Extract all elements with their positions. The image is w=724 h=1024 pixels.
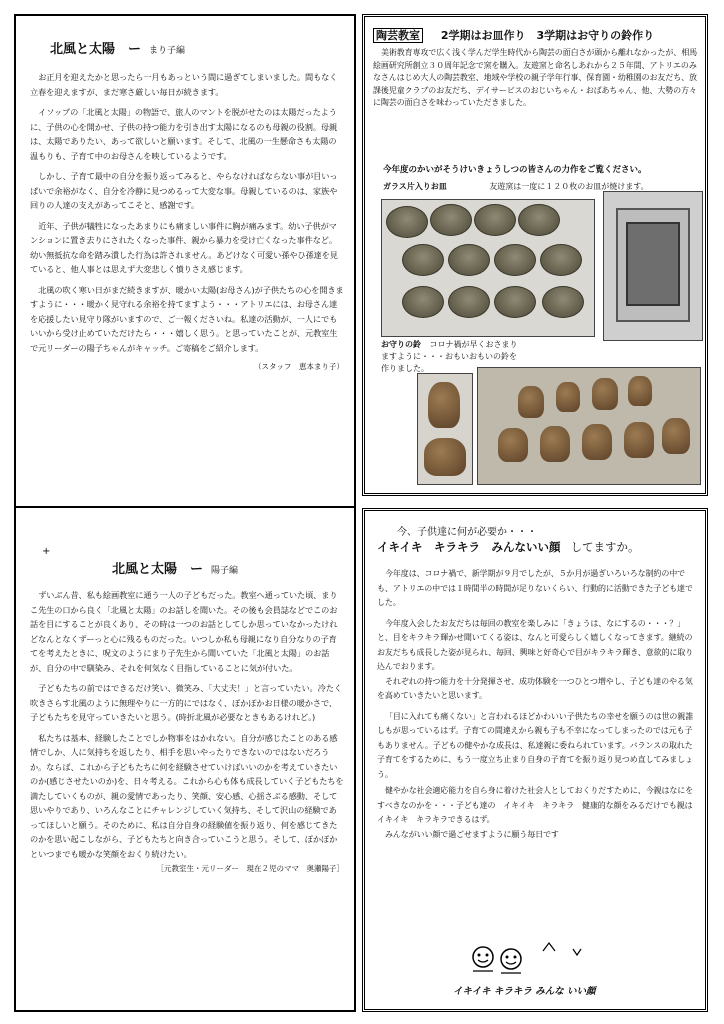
paragraph: 私たちは基本、経験したことでしか物事をはかれない。自分が感じたことのある感情でしか、人に気持ちを返したり、相手を思いやったりできないのではないだろうか。ならば、これから子どもたちに何を経験させていけばいいのかを考えていきたいのか(感じさせたいのか)を、日々考える。これから心も体も成長していく子どもたちを満たしていくものが、親の愛情であったり、笑顔、安心感、心揺さぶる感動、そして思いやりであり、いろんなことにチャレンジしていく気持ち、そして沢山の経験であってほしいと願う。そのために、私は自分自身の経験値を振り返り、何を感じてきたのかを思い起こしながら、子どもたちと向き合っていこうと思う。そして、ぽかぽかといつまでも暖かな笑顔をおくり続けたい。 [30,732,344,859]
plate-icon [494,286,536,318]
plate-icon [386,206,428,238]
paragraph: みんながいい顔で過ごせますように願う毎日です [385,829,559,839]
children-section [362,508,708,1012]
plate-icon [430,204,472,236]
left-column [14,14,356,1012]
article-subtitle: まり子編 [149,46,186,56]
article-yoko [14,508,356,1012]
pottery-heading [373,27,654,43]
bell-icon [498,428,528,462]
bell-icon [624,422,654,458]
bell-icon [518,386,544,418]
caption-text: コロナ禍が早くおさまりますように・・・おもいおもいの鈴を作りました。 [381,340,518,373]
caption-text: 友遊窯は一度に１２０枚のお皿が焼けます。 [489,182,649,191]
plate-icon [474,204,516,236]
paragraph: 今年度入会したお友だちは毎回の教室を楽しみに「きょうは、なにするの・・・？」と、目をキラキラ輝かせ聞いてくる姿は、なんと可愛らしく嬉しくなってきます。継続のお友だちも成長した姿が見られ、毎回、興味と好奇心で目がキラキラ輝き、意欲的に取り込んでおります。 [377,618,694,671]
article-signature: （スタッフ 恵本まり子） [254,362,344,371]
bell-icon [428,382,460,428]
bell-icon [582,424,612,460]
section-body [377,567,699,842]
paragraph: 近年、子供が犠牲になったあまりにも痛ましい事件に胸が痛みます。幼い子供がマンションに置き去りにされたくなった事件、親から暴力を受け亡くなった事件など。幼い無抵抗な命を踏み潰した行為は許されません。あどけなく可愛い孫やひ孫達を見ていると、他人事とは思えず大変悲しく憤りさえ感じます。 [30,220,338,274]
logo-text: イキイキ キラキラ みんな いい顔 [453,986,596,997]
plate-icon [494,244,536,276]
pottery-highlight: 今年度のかいがそうけいきょうしつの皆さんの力作をご覧ください。 [383,165,647,175]
paragraph: しかし、子育て最中の自分を振り返ってみると、やらなければならない事が目いっぱいで余裕がなく、自分を冷静に見つめるって大変な事。母親しているのは、家族や回りの人達の支えがあってこそと、感謝です。 [30,171,338,210]
plate-icon [448,244,490,276]
article-body [30,588,344,874]
amulet-single-photo [417,373,473,485]
article-body [30,70,344,372]
kids-drawing-icon [453,941,643,1007]
bell-icon [556,382,580,412]
plates-photo [381,199,595,337]
section-lead: 今、子供達に何が必要か・・・ [397,527,537,538]
paragraph: 「目に入れても痛くない」と言われるほどかわいい子供たちの幸せを願うのは世の親誰しもが思っているはず。子育ての間違えから親も子も不幸になってしまったのでは元も子もありません。子どもの健やかな成長は、私達親に委ねられています。バランスの取れた子育てをするために、もう一度立ち止まり自身の子育てを振り返り見つめ直してみましょう。 [377,711,694,779]
plate-icon [518,204,560,236]
caption-label: ガラス片入りお皿 [383,182,447,191]
pottery-title: 陶芸教室 [373,28,423,43]
plate-icon [402,244,444,276]
bell-icon [662,418,690,454]
plate-icon [402,286,444,318]
paragraph: 子どもたちの前ではできるだけ笑い、微笑み、「大丈夫！」と言っていたい。冷たく吹きさらす北風のように無理やりに一方的にではなく、ぽかぽかお日様の暖かさで、子どもたちを見守っていきたいと思う。(時折北風が必要なときもあるけれど。) [30,683,342,722]
bell-icon [424,438,466,476]
bell-icon [628,376,652,406]
bell-icon [540,426,570,462]
kids-logo [453,941,643,1007]
article-title: 北風と太陽 ー [50,42,142,57]
headline-tail: してますか。 [570,540,640,554]
plate-icon [540,244,582,276]
paragraph: 健やかな社会適応能力を自ら身に着けた社会人としておくりだすために、今親はなにをすべきなのかを・・・子ども達の イキイキ キラキラ 健康的な顔をみるだけでも親は イキイキ キラキラできるはず。 [377,786,701,824]
pottery-section [362,14,708,496]
headline-text: イキイキ キラキラ みんないい顔 [377,540,561,554]
plus-marker: + [42,546,51,557]
caption-label: お守りの鈴 [381,340,421,349]
plate-icon [542,286,584,318]
kiln-door-icon [626,222,680,306]
plate-icon [448,286,490,318]
paragraph: ずいぶん昔、私も絵画教室に通う一人の子どもだった。教室へ通っていた頃、まりこ先生の口から良く「北風と太陽」のお話しを聞いた。その後も会員誌などでこのお話を目にすることが良くあり、その時は一つのお話としてしか思っていなかったけれどなんとなくずーっと心に残るものだった。いつしか私も母親になり自分なりの子育てを考えたときに、呪文のようにまり子先生から聞いていた「北風と太陽」のお話が、自分の中で馴染み、それを何気なく目指していることに気が付いた。 [30,590,338,673]
article-mariko [14,14,356,508]
amulets-group-photo [477,367,701,485]
bell-icon [592,378,618,410]
paragraph: イソップの「北風と太陽」の物語で、旅人のマントを脱がせたのは太陽だったように、子供の心を開かせ、子供の持つ能力を引き出す太陽になるのも母親の役割。母親は、太陽でありたい、あって欲しいと願います。そして、北風の一生懸命さも太陽の温もりも、子育て中のお母さんを映しているようです。 [30,107,338,161]
paragraph: 今年度は、コロナ禍で、新学期が９月でしたが、５か月が過ぎいろいろな制約の中でも、アトリエの中では１時間半の時間が足りないくらい、行動的に活動できた子ども達でした。 [377,569,693,607]
paragraph: お正月を迎えたかと思ったら一月もあっという間に過ぎてしまいました。間もなく立春を迎えますが、まだ寒さ厳しい毎日が続きます。 [30,72,338,97]
pottery-paragraph: 美術教育専攻で広く浅く学んだ学生時代から陶芸の面白さが頭から離れなかったが、相馬絵画研究所創立３０周年記念で窯を購入。友遊窯と命名しあれから２５年間、アトリエのみなさんはじめ大人の陶芸教室、地域や学校の親子学年行事、保育園・幼稚園のお友だち、放課後児童クラブのお友だち、デイサービスのおじいちゃん・おばあちゃん、他、大勢の方々に陶芸の面白さを味わっていただきました。 [373,48,697,107]
article-title: 北風と太陽 ー [112,562,204,577]
paragraph: 北風の吹く寒い日がまだ続きますが、暖かい太陽(お母さん)が子供たちの心を開きますように・・・暖かく見守れる余裕を持てますよう・・・アトリエには、お母さん達を応援したい見守り隊がいますので、ご一報くださいね。私達の活動が、一人にでもいいから受け止めていただけたら・・・嬉しく思う。と思っていたことが、元教室生で元リーダーの陽子ちゃんがキャッチ。ご寄稿をご紹介します。 [30,284,344,353]
article-subtitle: 陽子編 [211,566,239,576]
article-mariko-heading [50,38,185,57]
article-yoko-heading [112,558,238,577]
paragraph: それぞれの持つ能力を十分発揮させ、成功体験を一つひとつ増やし、子ども達のやる気を高めていきたいと思います。 [377,676,693,700]
kiln-photo [603,191,703,341]
article-signature: ［元教室生・元リーダー 現在２児のママ 奥瀬陽子］ [156,864,344,873]
pottery-title-rest: 2学期はお皿作り 3学期はお守りの鈴作り [440,29,655,42]
section-headline [377,539,640,555]
